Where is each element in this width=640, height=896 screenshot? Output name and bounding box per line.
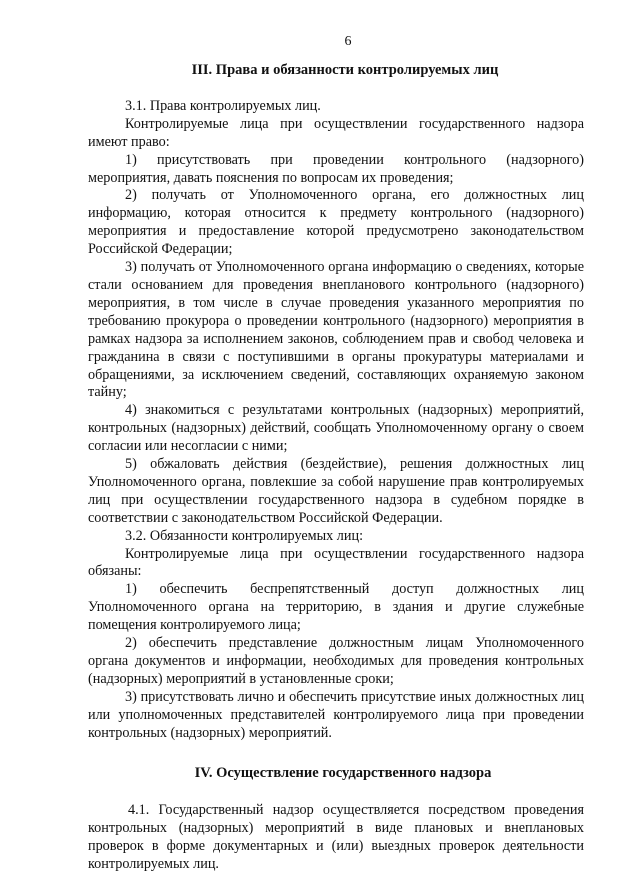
paragraph-right-4: 4) знакомиться с результатами контрольных (надзорных) мероприятий, контрольных (надзорных) действий, сообщать Уполномоченному органу о своем согласии или несогласии с ними; (88, 402, 584, 455)
section-4-body (88, 802, 584, 874)
paragraph-duty-1: 1) обеспечить беспрепятственный доступ должностных лиц Уполномоченного органа на территорию, в здания и другие служебные помещения контролируемого лица; (88, 581, 584, 634)
paragraph-rights-intro: Контролируемые лица при осуществлении государственного надзора имеют право: (88, 115, 584, 150)
paragraph-right-2: 2) получать от Уполномоченного органа, его должностных лиц информацию, которая относится к предмету контрольного (надзорного) мероприятия и предоставление которой предусмотрено законодательством Российской Федерации; (88, 187, 584, 258)
paragraph-duty-2: 2) обеспечить представление должностным лицам Уполномоченного органа документов и информации, необходимых для проведения контрольных (надзорных) мероприятий в установленные сроки; (88, 635, 584, 687)
paragraph-3-1: 3.1. Права контролируемых лиц. (125, 97, 321, 114)
page-number: 6 (344, 34, 352, 49)
section-3-title: III. Права и обязанности контролируемых лиц (191, 62, 499, 78)
paragraph-duty-3: 3) присутствовать лично и обеспечить присутствие иных должностных лиц или уполномоченных представителей контролируемого лица при проведении контрольных (надзорных) мероприятий. (88, 688, 584, 741)
document-body (88, 62, 584, 874)
section-3-body (88, 98, 584, 743)
paragraph-duties-intro: Контролируемые лица при осуществлении государственного надзора обязаны: (88, 545, 584, 580)
paragraph-right-5: 5) обжаловать действия (бездействие), решения должностных лиц Уполномоченного органа, повлекшие за собой нарушение прав контролируемых лиц при осуществлении государственного надзора в судебном порядке в соответствии с законодательством Российской Федерации. (88, 456, 584, 526)
paragraph-right-1: 1) присутствовать при проведении контрольного (надзорного) мероприятия, давать пояснения по вопросам их проведения; (88, 151, 584, 186)
paragraph-4-1: 4.1. Государственный надзор осуществляется посредством проведения контрольных (надзорных) мероприятий в виде плановых и внеплановых проверок в форме документарных и (или) выездных проверок деятельности контролируемых лиц. (88, 802, 584, 873)
section-4-title: IV. Осуществление государственного надзора (194, 764, 492, 781)
paragraph-right-3: 3) получать от Уполномоченного органа информацию о сведениях, которые стали основанием для проведения внепланового контрольного (надзорного) мероприятия, в том числе в случае проведения указанного мероприятия по требованию прокурора о проведении контрольного (надзорного) мероприятия в рамках надзора за исполнением законов, соблюдением прав и свобод человека и гражданина в связи с поступившими в органы прокуратуры материалами и обращениями, за исключением сведений, составляющих охраняемую законом тайну; (88, 259, 584, 401)
paragraph-3-2: 3.2. Обязанности контролируемых лиц: (125, 527, 364, 544)
